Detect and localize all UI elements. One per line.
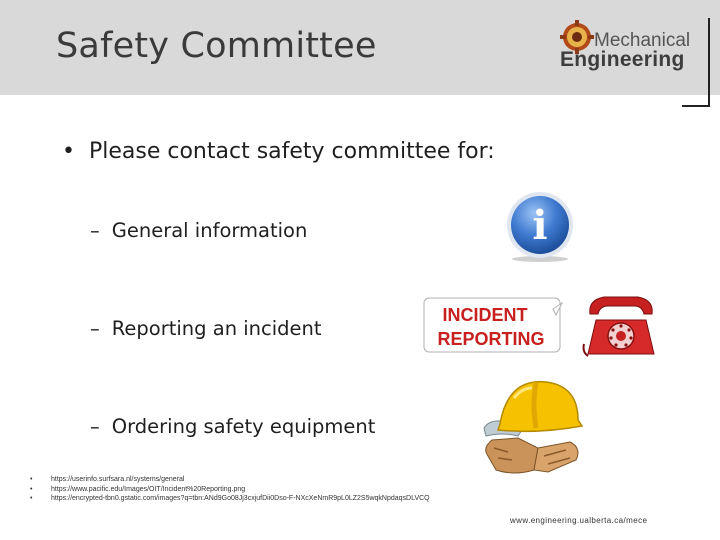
mechanical-engineering-logo xyxy=(556,18,696,74)
dash-marker: – xyxy=(90,415,100,438)
logo-text-engineering: Engineering xyxy=(560,48,685,71)
website-url-link[interactable]: www.engineering.ualberta.ca/mece xyxy=(510,516,648,525)
reference-url[interactable]: https://encrypted-tbn0.gstatic.com/images?q=tbn:ANd9Go08Jj3cxjufDii0Dso-F-NXcXeNmR9pL0LZ2S5wqkNpdaqsDLVCQ xyxy=(51,495,430,503)
reference-list xyxy=(30,475,430,504)
reference-item[interactable] xyxy=(30,485,430,495)
main-bullet xyxy=(62,139,495,164)
info-glyph: i xyxy=(532,202,548,249)
incident-sign-line2: REPORTING xyxy=(437,329,545,349)
reference-url[interactable]: https://userinfo.surfsara.nl/systems/general xyxy=(51,476,185,483)
subitem-label: General information xyxy=(111,219,308,242)
red-telephone-icon xyxy=(582,292,660,360)
subitem-label: Reporting an incident xyxy=(111,317,322,340)
reference-url[interactable]: https://www.pacific.edu/Images/OIT/Incident%20Reporting.png xyxy=(51,485,246,493)
hardhat-gloves-image xyxy=(478,378,588,478)
subitem-ordering-equipment xyxy=(90,415,375,438)
incident-reporting-sign xyxy=(423,297,563,353)
subitem-general-information xyxy=(90,219,307,242)
logo-text-mechanical: Mechanical xyxy=(594,30,691,51)
incident-sign-line1: INCIDENT xyxy=(442,305,528,325)
bullet-dot: • xyxy=(62,139,75,164)
slide-title: Safety Committee xyxy=(56,26,377,66)
subitem-reporting-incident xyxy=(90,317,322,340)
info-icon xyxy=(501,189,579,263)
dash-marker: – xyxy=(90,317,100,340)
main-bullet-text: Please contact safety committee for: xyxy=(88,139,495,164)
reference-item[interactable] xyxy=(30,475,430,485)
dash-marker: – xyxy=(90,219,100,242)
reference-item[interactable] xyxy=(30,494,430,504)
subitem-label: Ordering safety equipment xyxy=(111,415,376,438)
corner-bracket-vertical xyxy=(708,18,710,107)
corner-bracket-horizontal xyxy=(682,105,710,107)
